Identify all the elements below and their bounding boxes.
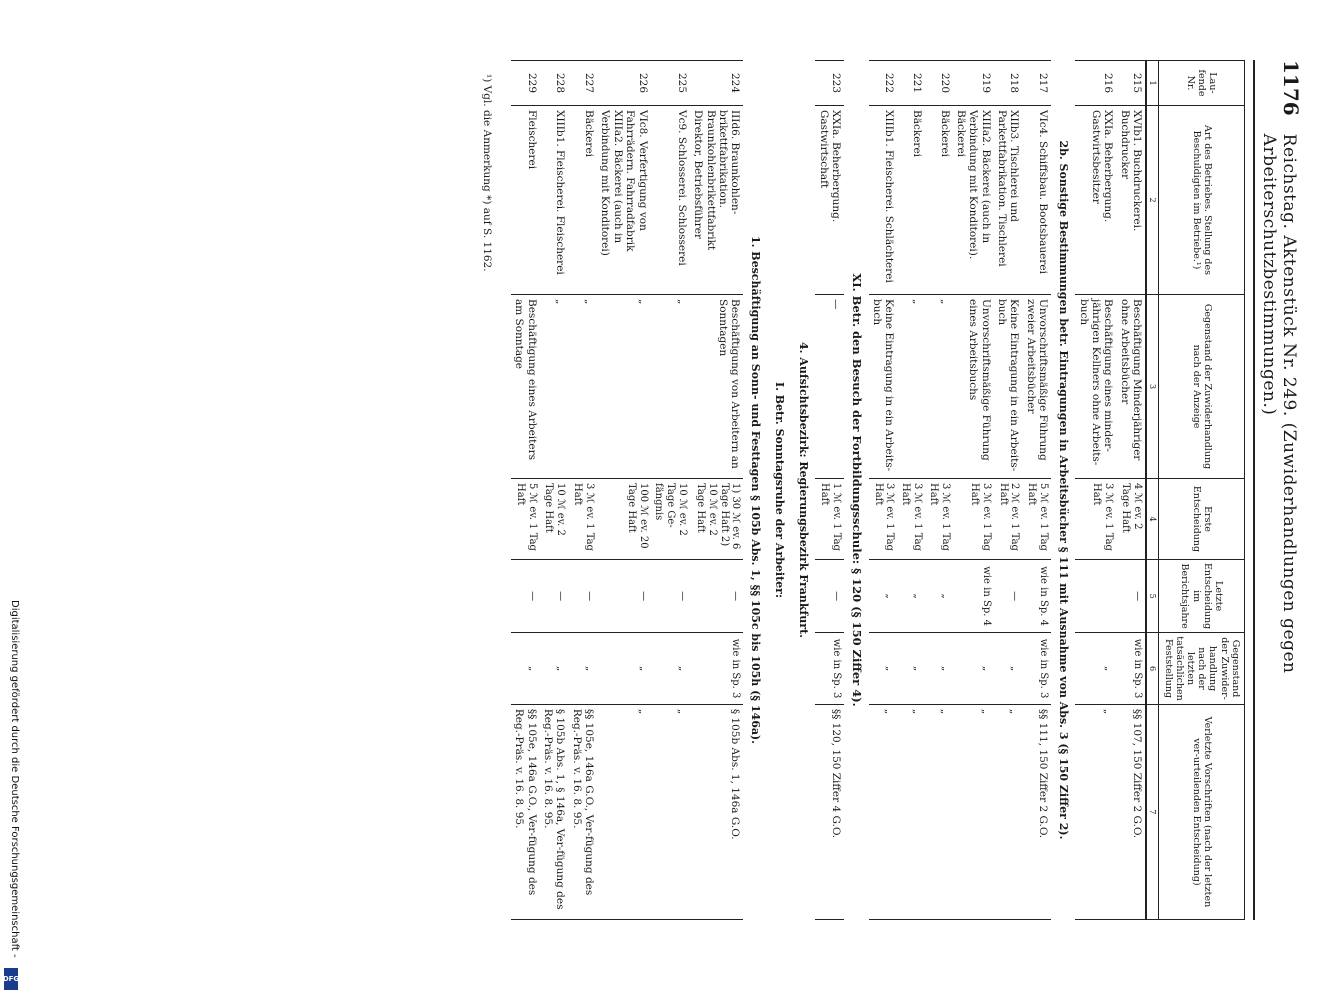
table-row bbox=[568, 61, 597, 920]
table-row bbox=[1022, 61, 1051, 920]
table-row bbox=[511, 61, 540, 920]
table-body-a bbox=[1075, 61, 1146, 920]
table-row bbox=[897, 61, 925, 920]
cell-gegenstand: Unvorschriftsmäßige Führung eines Arbeitsbuchs bbox=[953, 295, 994, 479]
cell-art: XIIb3. Tischlerei und Parkettfabrikation. Tischlerei bbox=[994, 106, 1023, 295]
cell-nr: 224 bbox=[690, 61, 744, 106]
cell-vorschriften: „ bbox=[597, 704, 651, 919]
cell-art: VIc8. Verfertigung von Fahrrädern. Fahrradfabrik XIIIa2. Bäckerei (auch in Verbindung mit Konditorei) bbox=[597, 106, 651, 295]
cell-nr: 229 bbox=[511, 61, 540, 106]
table-body-c bbox=[511, 61, 744, 920]
cell-nr: 216 bbox=[1075, 61, 1116, 106]
cell-art: XVIb1. Buchdruckerei. Buchdrucker bbox=[1116, 106, 1146, 295]
page-number: 1176 bbox=[1279, 60, 1303, 116]
cell-gegenstand: „ bbox=[651, 295, 690, 479]
cell-gegenstand2: wie in Sp. 3 bbox=[1022, 633, 1051, 705]
cell-letzte: — bbox=[597, 560, 651, 633]
cell-vorschriften: §§ 105e, 146a G.O., Ver-fügung des Reg.-Präs. v. 16. 8. 95. bbox=[568, 704, 597, 919]
cell-art: Bäckerei bbox=[925, 106, 953, 295]
cell-letzte: — bbox=[651, 560, 690, 633]
cell-gegenstand: Beschäftigung eines Arbeiters am Sonntage bbox=[511, 295, 540, 479]
column-header: Gegenstand der Zuwiderhandlung nach der Anzeige bbox=[1159, 295, 1244, 479]
cell-nr: 228 bbox=[540, 61, 569, 106]
cell-gegenstand: „ bbox=[540, 295, 569, 479]
cell-vorschriften: § 105b Abs. 1, § 146a, Ver-fügung des Reg.-Präs. v. 16. 8. 95. bbox=[540, 704, 569, 919]
table-body-xi bbox=[815, 61, 844, 920]
section-heading: 1. Beschäftigung an Sonn- und Festtagen § 105b Abs. 1, §§ 105c bis 105h (§ 146a). bbox=[749, 235, 763, 745]
cell-gegenstand2: „ bbox=[869, 633, 898, 705]
violations-table bbox=[511, 60, 1245, 920]
cell-gegenstand2: „ bbox=[651, 633, 690, 705]
cell-nr: 220 bbox=[925, 61, 953, 106]
section-heading-row bbox=[743, 61, 767, 920]
cell-erste: 1 ℳ ev. 1 Tag Haft bbox=[815, 479, 844, 560]
section-heading: XI. Betr. den Besuch der Fortbildungsschule: § 120 (§ 150 Ziffer 4). bbox=[849, 273, 864, 707]
section-heading-row bbox=[1051, 61, 1075, 920]
cell-gegenstand2: wie in Sp. 3 bbox=[690, 633, 744, 705]
cell-vorschriften: „ bbox=[869, 704, 898, 919]
column-header: Lau-fende Nr. bbox=[1159, 61, 1244, 106]
cell-art: Fleischerei bbox=[511, 106, 540, 295]
section-heading-group bbox=[743, 61, 815, 920]
cell-vorschriften: §§ 105e, 146a G.O., Ver-fügung des Reg.-Präs. v. 16. 8. 95. bbox=[511, 704, 540, 919]
column-header: Verletzte Vorschriften (nach der letzten ver-urteilenden Entscheidung) bbox=[1159, 704, 1244, 919]
cell-erste: 3 ℳ ev. 1 Tag Haft bbox=[953, 479, 994, 560]
cell-art: Bäckerei bbox=[568, 106, 597, 295]
column-number: 2 bbox=[1146, 106, 1159, 295]
cell-gegenstand: „ bbox=[925, 295, 953, 479]
column-number-row bbox=[1146, 61, 1159, 920]
cell-gegenstand2: „ bbox=[511, 633, 540, 705]
cell-gegenstand: Beschäftigung eines minder-jährigen Kellners ohne Arbeits-buch bbox=[1075, 295, 1116, 479]
cell-letzte: — bbox=[511, 560, 540, 633]
column-number: 6 bbox=[1146, 633, 1159, 705]
cell-gegenstand2: „ bbox=[540, 633, 569, 705]
cell-gegenstand: Unvorschriftsmäßige Führung zweier Arbeitsbücher bbox=[1022, 295, 1051, 479]
cell-gegenstand2: wie in Sp. 3 bbox=[1116, 633, 1146, 705]
cell-erste: 3 ℳ ev. 1 Tag Haft bbox=[897, 479, 925, 560]
cell-art: IIId6. Braunkohlen-brikettfabrikation. Braunkohlenbrikettfabrikt Direktor, Betriebsführer bbox=[690, 106, 744, 295]
cell-erste: 100 ℳ ev. 20 Tage Haft bbox=[597, 479, 651, 560]
cell-erste: 10 ℳ ev. 2 Tage Haft bbox=[540, 479, 569, 560]
cell-letzte: wie in Sp. 4 bbox=[953, 560, 994, 633]
cell-vorschriften: „ bbox=[1075, 704, 1116, 919]
cell-vorschriften: „ bbox=[925, 704, 953, 919]
table-row bbox=[869, 61, 898, 920]
table-header-row bbox=[1159, 61, 1244, 920]
page-header bbox=[1253, 60, 1302, 920]
cell-erste: 5 ℳ ev. 1 Tag Haft bbox=[511, 479, 540, 560]
cell-gegenstand2: „ bbox=[925, 633, 953, 705]
cell-gegenstand2: wie in Sp. 3 bbox=[815, 633, 844, 705]
table-row bbox=[953, 61, 994, 920]
section-heading-row bbox=[844, 61, 869, 920]
cell-vorschriften: § 105b Abs. 1, 146a G.O. bbox=[690, 704, 744, 919]
cell-art: XXIa. Beherbergung. Gastwirtsbesitzer bbox=[1075, 106, 1116, 295]
cell-erste: 3 ℳ ev. 1 Tag Haft bbox=[869, 479, 898, 560]
cell-art: Bäckerei bbox=[897, 106, 925, 295]
table-row bbox=[690, 61, 744, 920]
cell-letzte: — bbox=[1116, 560, 1146, 633]
cell-gegenstand2: „ bbox=[994, 633, 1023, 705]
table-row bbox=[1116, 61, 1146, 920]
cell-art: XIIIa2. Bäckerei (auch in Verbindung mit Konditorei). Bäckerei bbox=[953, 106, 994, 295]
cell-erste: 3 ℳ ev. 1 Tag Haft bbox=[1075, 479, 1116, 560]
cell-vorschriften: §§ 111, 150 Ziffer 2 G.O. bbox=[1022, 704, 1051, 919]
cell-gegenstand: Keine Eintragung in ein Arbeits-buch bbox=[994, 295, 1023, 479]
cell-gegenstand2: „ bbox=[568, 633, 597, 705]
cell-nr: 225 bbox=[651, 61, 690, 106]
cell-vorschriften: „ bbox=[953, 704, 994, 919]
cell-vorschriften: „ bbox=[897, 704, 925, 919]
side-note-text: Digitalisierung gefördert durch die Deutsche Forschungsgemeinschaft - bbox=[9, 600, 20, 958]
cell-erste: 3 ℳ ev. 1 Tag Haft bbox=[568, 479, 597, 560]
column-header: Gegenstand der Zuwider-handlung nach der letzten tatsächlichen Feststellung bbox=[1159, 633, 1244, 705]
section-heading: 4. Aufsichtsbezirk: Regierungsbezirk Frankfurt. bbox=[797, 342, 811, 638]
cell-letzte: „ bbox=[897, 560, 925, 633]
cell-gegenstand2: „ bbox=[597, 633, 651, 705]
cell-erste: 4 ℳ ev. 2 Tage Haft bbox=[1116, 479, 1146, 560]
cell-gegenstand: Keine Eintragung in ein Arbeits-buch bbox=[869, 295, 898, 479]
document-page bbox=[480, 60, 1302, 920]
cell-nr: 222 bbox=[869, 61, 898, 106]
cell-letzte: wie in Sp. 4 bbox=[1022, 560, 1051, 633]
cell-nr: 226 bbox=[597, 61, 651, 106]
table-row bbox=[540, 61, 569, 920]
column-number: 3 bbox=[1146, 295, 1159, 479]
cell-letzte: — bbox=[568, 560, 597, 633]
cell-erste: 1) 30 ℳ ev. 6 Tage Haft 2) 10 ℳ ev. 2 Tage Haft bbox=[690, 479, 744, 560]
cell-gegenstand: „ bbox=[568, 295, 597, 479]
column-header: Art des Betriebes. Stellung des Beschuldigten im Betriebe.¹) bbox=[1159, 106, 1244, 295]
cell-gegenstand: „ bbox=[597, 295, 651, 479]
cell-nr: 227 bbox=[568, 61, 597, 106]
cell-art: XIIIb1. Fleischerei. Fleischerei bbox=[540, 106, 569, 295]
cell-letzte: — bbox=[994, 560, 1023, 633]
table-body-b bbox=[869, 61, 1052, 920]
cell-art: VIc4. Schiffsbau. Bootsbauerei bbox=[1022, 106, 1051, 295]
cell-letzte: „ bbox=[869, 560, 898, 633]
table-row bbox=[651, 61, 690, 920]
cell-letzte: „ bbox=[925, 560, 953, 633]
table-row bbox=[597, 61, 651, 920]
column-number: 5 bbox=[1146, 560, 1159, 633]
cell-nr: 218 bbox=[994, 61, 1023, 106]
cell-nr: 219 bbox=[953, 61, 994, 106]
page-title: Reichstag. Aktenstück Nr. 249. (Zuwiderhandlungen gegen Arbeiterschutzbestimmungen.) bbox=[1258, 133, 1299, 674]
footnote: ¹) Vgl. die Anmerkung *) auf S. 1162. bbox=[480, 74, 493, 272]
table-row bbox=[815, 61, 844, 920]
table-row bbox=[994, 61, 1023, 920]
column-header: Erste Entscheidung bbox=[1159, 479, 1244, 560]
cell-nr: 223 bbox=[815, 61, 844, 106]
table-row bbox=[1075, 61, 1116, 920]
cell-nr: 217 bbox=[1022, 61, 1051, 106]
cell-gegenstand: Beschäftigung von Arbeitern an Sonntagen bbox=[690, 295, 744, 479]
section-heading: I. Betr. Sonntagsruhe der Arbeiter: bbox=[773, 381, 787, 599]
cell-gegenstand2: „ bbox=[897, 633, 925, 705]
cell-gegenstand: „ bbox=[897, 295, 925, 479]
cell-art: XIIIb1. Fleischerei. Schlächterei bbox=[869, 106, 898, 295]
cell-letzte: — bbox=[540, 560, 569, 633]
cell-art: XXIa. Beherbergung. Gastwirtschaft bbox=[815, 106, 844, 295]
cell-nr: 221 bbox=[897, 61, 925, 106]
section-heading: 2b. Sonstige Bestimmungen betr. Eintragungen in Arbeitsbücher § 111 mit Ausnahme von Abs. 3 (§ 150 Ziffer 2). bbox=[1057, 140, 1071, 840]
cell-gegenstand2: „ bbox=[953, 633, 994, 705]
column-header: Letzte Entscheidung im Berichtsjahre bbox=[1159, 560, 1244, 633]
cell-erste: 10 ℳ ev. 2 Tage Ge-fängnis bbox=[651, 479, 690, 560]
cell-gegenstand: — bbox=[815, 295, 844, 479]
cell-nr: 215 bbox=[1116, 61, 1146, 106]
cell-art: Vc9. Schlosserei. Schlosserei bbox=[651, 106, 690, 295]
section-heading-row bbox=[791, 61, 815, 920]
section-heading-group bbox=[1051, 61, 1075, 920]
side-note bbox=[6, 600, 20, 992]
table-row bbox=[925, 61, 953, 920]
dfg-logo: DFG bbox=[4, 968, 18, 990]
column-number: 4 bbox=[1146, 479, 1159, 560]
cell-erste: 5 ℳ ev. 1 Tag Haft bbox=[1022, 479, 1051, 560]
cell-gegenstand2: „ bbox=[1075, 633, 1116, 705]
cell-erste: 3 ℳ ev. 1 Tag Haft bbox=[925, 479, 953, 560]
column-number: 1 bbox=[1146, 61, 1159, 106]
cell-vorschriften: „ bbox=[994, 704, 1023, 919]
section-heading-row bbox=[767, 61, 791, 920]
cell-letzte: — bbox=[815, 560, 844, 633]
column-number: 7 bbox=[1146, 704, 1159, 919]
cell-vorschriften: §§ 107, 150 Ziffer 2 G.O. bbox=[1116, 704, 1146, 919]
cell-letzte bbox=[1075, 560, 1116, 633]
cell-letzte: — bbox=[690, 560, 744, 633]
section-heading-group bbox=[844, 61, 869, 920]
cell-vorschriften: §§ 120, 150 Ziffer 4 G.O. bbox=[815, 704, 844, 919]
cell-erste: 2 ℳ ev. 1 Tag Haft bbox=[994, 479, 1023, 560]
cell-vorschriften: „ bbox=[651, 704, 690, 919]
cell-gegenstand: Beschäftigung Minderjähriger ohne Arbeitsbücher bbox=[1116, 295, 1146, 479]
